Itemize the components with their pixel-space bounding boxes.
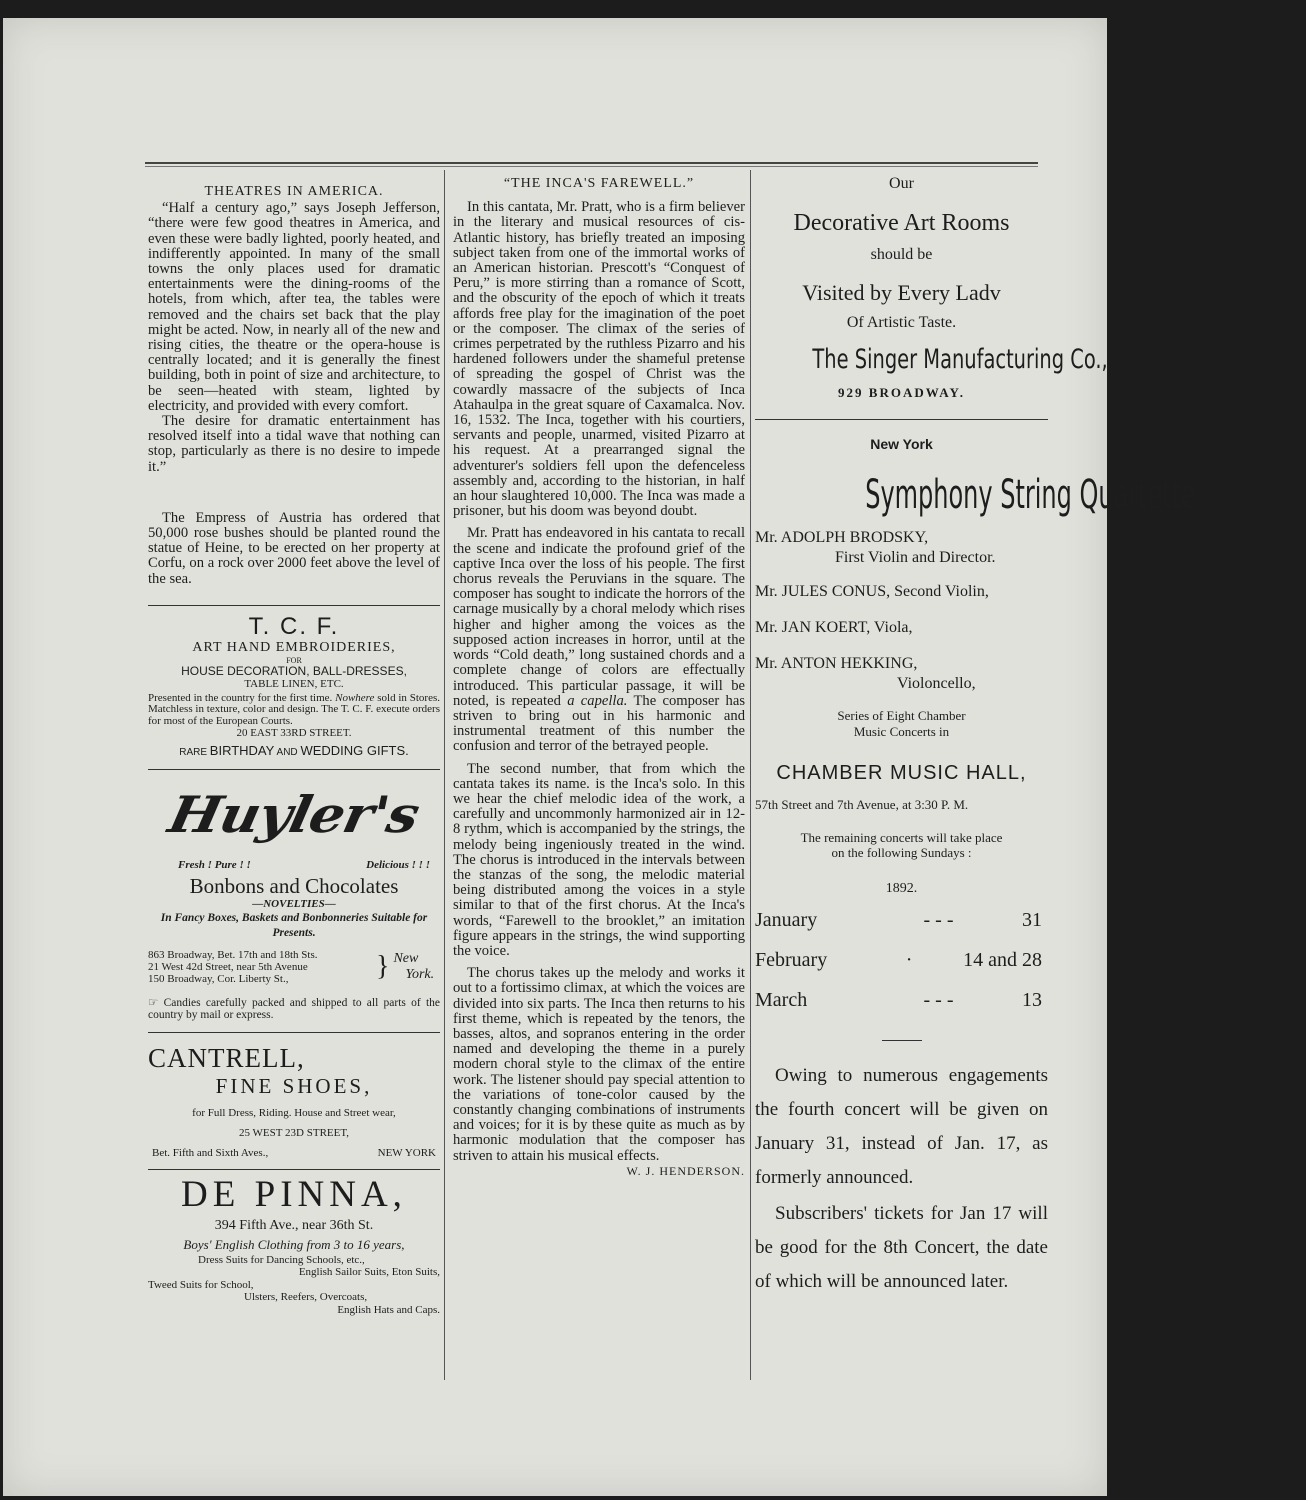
hall-name: CHAMBER MUSIC HALL, (776, 762, 1027, 784)
huyler-address-2: 21 West 42d Street, near 5th Avenue (148, 960, 308, 973)
series-line-1: Series of Eight Chamber (837, 708, 966, 723)
huyler-city-2: York. (405, 966, 435, 982)
depinna-line-3: Tweed Suits for School, (148, 1278, 254, 1291)
member-4-role: Violoncello, (897, 675, 976, 692)
inca-p2-b: a capella. (567, 692, 628, 709)
huyler-address-3: 150 Broadway, Cor. Liberty St., (148, 972, 289, 985)
inca-p2-a: Mr. Pratt has endeavored in his cantata to recall the scene and indicate the profound grief of the captive Inca over the loss of his people. The first chorus reveals the Peruvians in the square. The composer has sought to indicate the horrors of the carnage musically by a choral melody which rises higher and higher among the voices as the supposed action increases in horror, until at the words “Cold death,” long sustained chords and a complete change of colors are effectually introduced. This particular passage, it will be noted, is repeated (453, 525, 745, 709)
column-divider-1 (444, 170, 445, 1380)
decor-visited: Visited by Every Ladv (802, 280, 1001, 305)
owing-notice: Owing to numerous engagements the fourth concert will be given on January 31, instead of Jan. 17, as formerly announced. (755, 1065, 1048, 1188)
tcf-gifts-b: BIRTHDAY (209, 743, 275, 759)
depinna-boys: Boys' English Clothing from 3 to 16 years, (183, 1236, 405, 1252)
quartette-title-wrap (755, 470, 1196, 520)
decor-singer-wrap (755, 342, 1108, 377)
remaining-line-2: on the following Sundays : (831, 845, 972, 860)
decor-should-be: should be (870, 246, 933, 263)
tcf-gifts-a: RARE (179, 747, 210, 759)
date-month: January (755, 909, 818, 931)
decor-our: Our (889, 175, 914, 192)
depinna-line-2: English Sailor Suits, Eton Suits, (298, 1266, 440, 1279)
tcf-gifts-d: WEDDING GIFTS. (300, 743, 409, 759)
member-1-role: First Violin and Director. (835, 549, 996, 566)
column-3 (755, 174, 1196, 1299)
tcf-line-1: HOUSE DECORATION, BALL-DRESSES, (181, 663, 407, 678)
huyler-bonbons: Bonbons and Chocolates (189, 873, 399, 898)
decor-artistic: Of Artistic Taste. (846, 314, 957, 331)
tcf-line-2: TABLE LINEN, ETC. (244, 677, 344, 690)
quartette-city: New York (870, 436, 933, 452)
inca-signature: W. J. HENDERSON. (626, 1163, 745, 1178)
date-day: 31 (1022, 909, 1042, 931)
concert-dates (755, 900, 1048, 1020)
huyler-addresses (148, 949, 440, 985)
tcf-body-a: Presented in the country for the first time. (148, 691, 336, 704)
divider (148, 769, 440, 770)
huyler-delicious: Delicious ! ! ! (366, 859, 430, 872)
huyler-address-1: 863 Broadway, Bet. 17th and 18th Sts. (148, 948, 318, 961)
date-dash: · (905, 949, 913, 971)
date-month: February (755, 949, 828, 971)
theatres-title: THEATRES IN AMERICA. (204, 184, 384, 199)
date-row (755, 940, 1048, 980)
theatres-paragraph-1: “Half a century ago,” says Joseph Jefferson, “there were few good theatres in America, and even these were badly lighted, poorly heated, and indifferently appointed. In many of the small towns the only places used for dramatic entertainments were the dining-rooms of the hotels, from which, after tea, the tables were removed and the chairs set back that the play might be acted. Now, in nearly all of the new and rising cities, the theatre or the opera-house is centrally located; and it is generally the finest building, both in point of size and architecture, to be seen—heated with steam, lighted by electricity, and provided with every comfort. (148, 200, 440, 414)
huyler-logo-wrap (148, 780, 440, 852)
empress-article: The Empress of Austria has ordered that 50,000 rose bushes should be planted round the statue of Heine, to be erected on her property at Corfu, on a rock over 2000 feet above the level of the sea. (148, 509, 440, 587)
date-day: 14 and 28 (963, 949, 1042, 971)
top-rule (145, 162, 1038, 167)
tcf-subtitle: ART HAND EMBROIDERIES, (192, 639, 396, 655)
member-1 (755, 528, 1048, 568)
date-row (755, 980, 1048, 1020)
column-divider-2 (750, 170, 751, 1380)
member-4 (755, 654, 1048, 694)
member-1-name: Mr. ADOLPH BRODSKY, (755, 529, 929, 546)
decor-broadway: 929 BROADWAY. (838, 385, 965, 400)
quartette-title: Symphony String Quartette (865, 472, 1196, 518)
date-dash: - - - (923, 989, 954, 1011)
theatres-paragraph-2: The desire for dramatic entertainment has resolved itself into a tidal wave that nothing can stop, particularly as there is no desire to impede it.” (148, 413, 440, 475)
remaining-line-1: The remaining concerts will take place (800, 830, 1003, 845)
huyler-address-list (148, 949, 372, 985)
inca-title: “THE INCA'S FAREWELL.” (503, 176, 695, 191)
huyler-shipping-text: Candies carefully packed and shipped to all parts of the country by mail or express. (148, 996, 441, 1022)
huyler-logo: Huyler's (163, 785, 425, 845)
huyler-tagline (148, 852, 440, 873)
series-line-2: Music Concerts in (853, 724, 950, 739)
depinna-address: 394 Fifth Ave., near 36th St. (214, 1217, 374, 1233)
pointing-hand-icon: ☞ (148, 996, 159, 1009)
cantrell-name: CANTRELL, (148, 1042, 305, 1073)
cantrell-address: 25 WEST 23D STREET, (239, 1126, 349, 1139)
inca-p2-c: The composer has striven to bring out in his harmonic and instrumental treatment of this number the confusion and terror of the betrayed people. (453, 692, 745, 755)
subscribers-notice: Subscribers' tickets for Jan 17 will be good for the 8th Concert, the date of which will be announced later. (755, 1203, 1048, 1292)
hall-street: 57th Street and 7th Avenue, at 3:30 P. M. (755, 797, 969, 812)
tcf-body-c: sold in Stores. Matchless in texture, color and design. The T. C. F. execute orders for most of the European Courts. (148, 691, 440, 727)
depinna-name: DE PINNA, (181, 1173, 407, 1215)
cantrell-bottom (148, 1143, 440, 1163)
tcf-gifts (148, 742, 440, 762)
tcf-body (148, 693, 440, 728)
depinna-list (148, 1254, 440, 1317)
cantrell-city: NEW YORK (377, 1146, 436, 1159)
date-day: 13 (1022, 989, 1042, 1011)
inca-paragraph-3: The second number, that from which the cantata takes its name. is the Inca's solo. In this we hear the chief melodic idea of the work, a carefully and uncommonly harmonized air in 12-8 rythm, which is accompanied by the strings, the melody being ingeniously treated in the wind. The chorus is introduced in the intervals between the stanzas of the song, the melodic material being distributed among the voices in a style similar to that of the first chorus. At the Inca's words, “Farewell to the brooklet,” an imitation figure appears in the strings, the wind supporting the voice. (453, 760, 745, 959)
decor-singer: The Singer Manufacturing Co., (812, 344, 1108, 375)
remaining-text (755, 830, 1048, 860)
huyler-shipping (148, 997, 440, 1022)
tcf-address: 20 EAST 33RD STREET. (236, 727, 352, 740)
tcf-for: FOR (286, 655, 302, 665)
divider (148, 1032, 440, 1033)
depinna-line-5: English Hats and Caps. (337, 1303, 440, 1316)
huyler-city-1: New (393, 950, 419, 966)
member-4-name: Mr. ANTON HEKKING, (755, 655, 918, 672)
cantrell-shoes: FINE SHOES, (215, 1073, 373, 1098)
inca-paragraph-2 (453, 526, 745, 754)
cantrell-bet: Bet. Fifth and Sixth Aves., (152, 1146, 269, 1159)
column-2 (453, 176, 745, 1179)
tcf-body-b: Nowhere (335, 691, 375, 704)
date-dash: - - - (923, 909, 954, 931)
inca-paragraph-1: In this cantata, Mr. Pratt, who is a firm believer in the literary and musical resources of cis-Atlantic history, has briefly treated an imposing subject taken from one of the immortal works of an American historian. Prescott's “Conquest of Peru,” is more stirring than a romance of Scott, and the obscurity of the epoch of which it treats affords free play for the imagination of the poet or the composer. The climax of the series of crimes perpetrated by the ruthless Pizarro and his hardened followers under the shameful pretense of spreading the gospel of Christ was the cowardly massacre of the subjects of Inca Atahaulpa in the great square of Caxamalca. Nov. 16, 1532. The Inca, together with his courtiers, servants and people, unarmed, visited Pizarro at his request. At a prearranged signal the adventurer's soldiers fell upon the defenceless assembly and, according to the historian, in half an hour slaughtered 10,000. The Inca was made a prisoner, but his doom was beyond doubt. (453, 199, 745, 520)
short-rule (882, 1040, 922, 1041)
date-row (755, 900, 1048, 940)
divider (148, 1169, 440, 1170)
huyler-fresh: Fresh ! Pure ! ! (178, 859, 251, 872)
brace: } (376, 950, 390, 982)
member-2: Mr. JULES CONUS, Second Violin, (755, 583, 989, 600)
huyler-fancy: In Fancy Boxes, Baskets and Bonbonneries Suitable for Presents. (160, 911, 428, 939)
date-month: March (755, 989, 808, 1011)
tcf-title: T. C. F. (248, 612, 340, 640)
depinna-line-1: Dress Suits for Dancing Schools, etc., (198, 1253, 365, 1266)
concert-year: 1892. (885, 881, 918, 896)
divider (755, 419, 1048, 420)
cantrell-for: for Full Dress, Riding. House and Street wear, (192, 1106, 396, 1119)
tcf-gifts-c: AND (274, 747, 301, 759)
series-text (755, 708, 1048, 740)
column-1 (148, 184, 440, 1316)
depinna-line-4: Ulsters, Reefers, Overcoats, (244, 1291, 368, 1304)
huyler-novelties: —NOVELTIES— (252, 897, 336, 910)
inca-paragraph-4: The chorus takes up the melody and works it out to a fortissimo climax, at which the voices are divided into six parts. The Inca then returns to his first theme, which is repeated by the tenors, the basses, altos, and sopranos entering in the order named and developing the theme in a purely modern choral style to the climax of the entire work. The listener should pay special attention to the variations of tone-color caused by the constantly changing combinations of instruments and voices; for it is by these quite as much as by harmonic modulation that the composer has striven to attain his musical effects. (453, 965, 745, 1164)
huyler-city (393, 951, 434, 983)
decor-title: Decorative Art Rooms (793, 210, 1010, 236)
member-3: Mr. JAN KOERT, Viola, (755, 619, 913, 636)
